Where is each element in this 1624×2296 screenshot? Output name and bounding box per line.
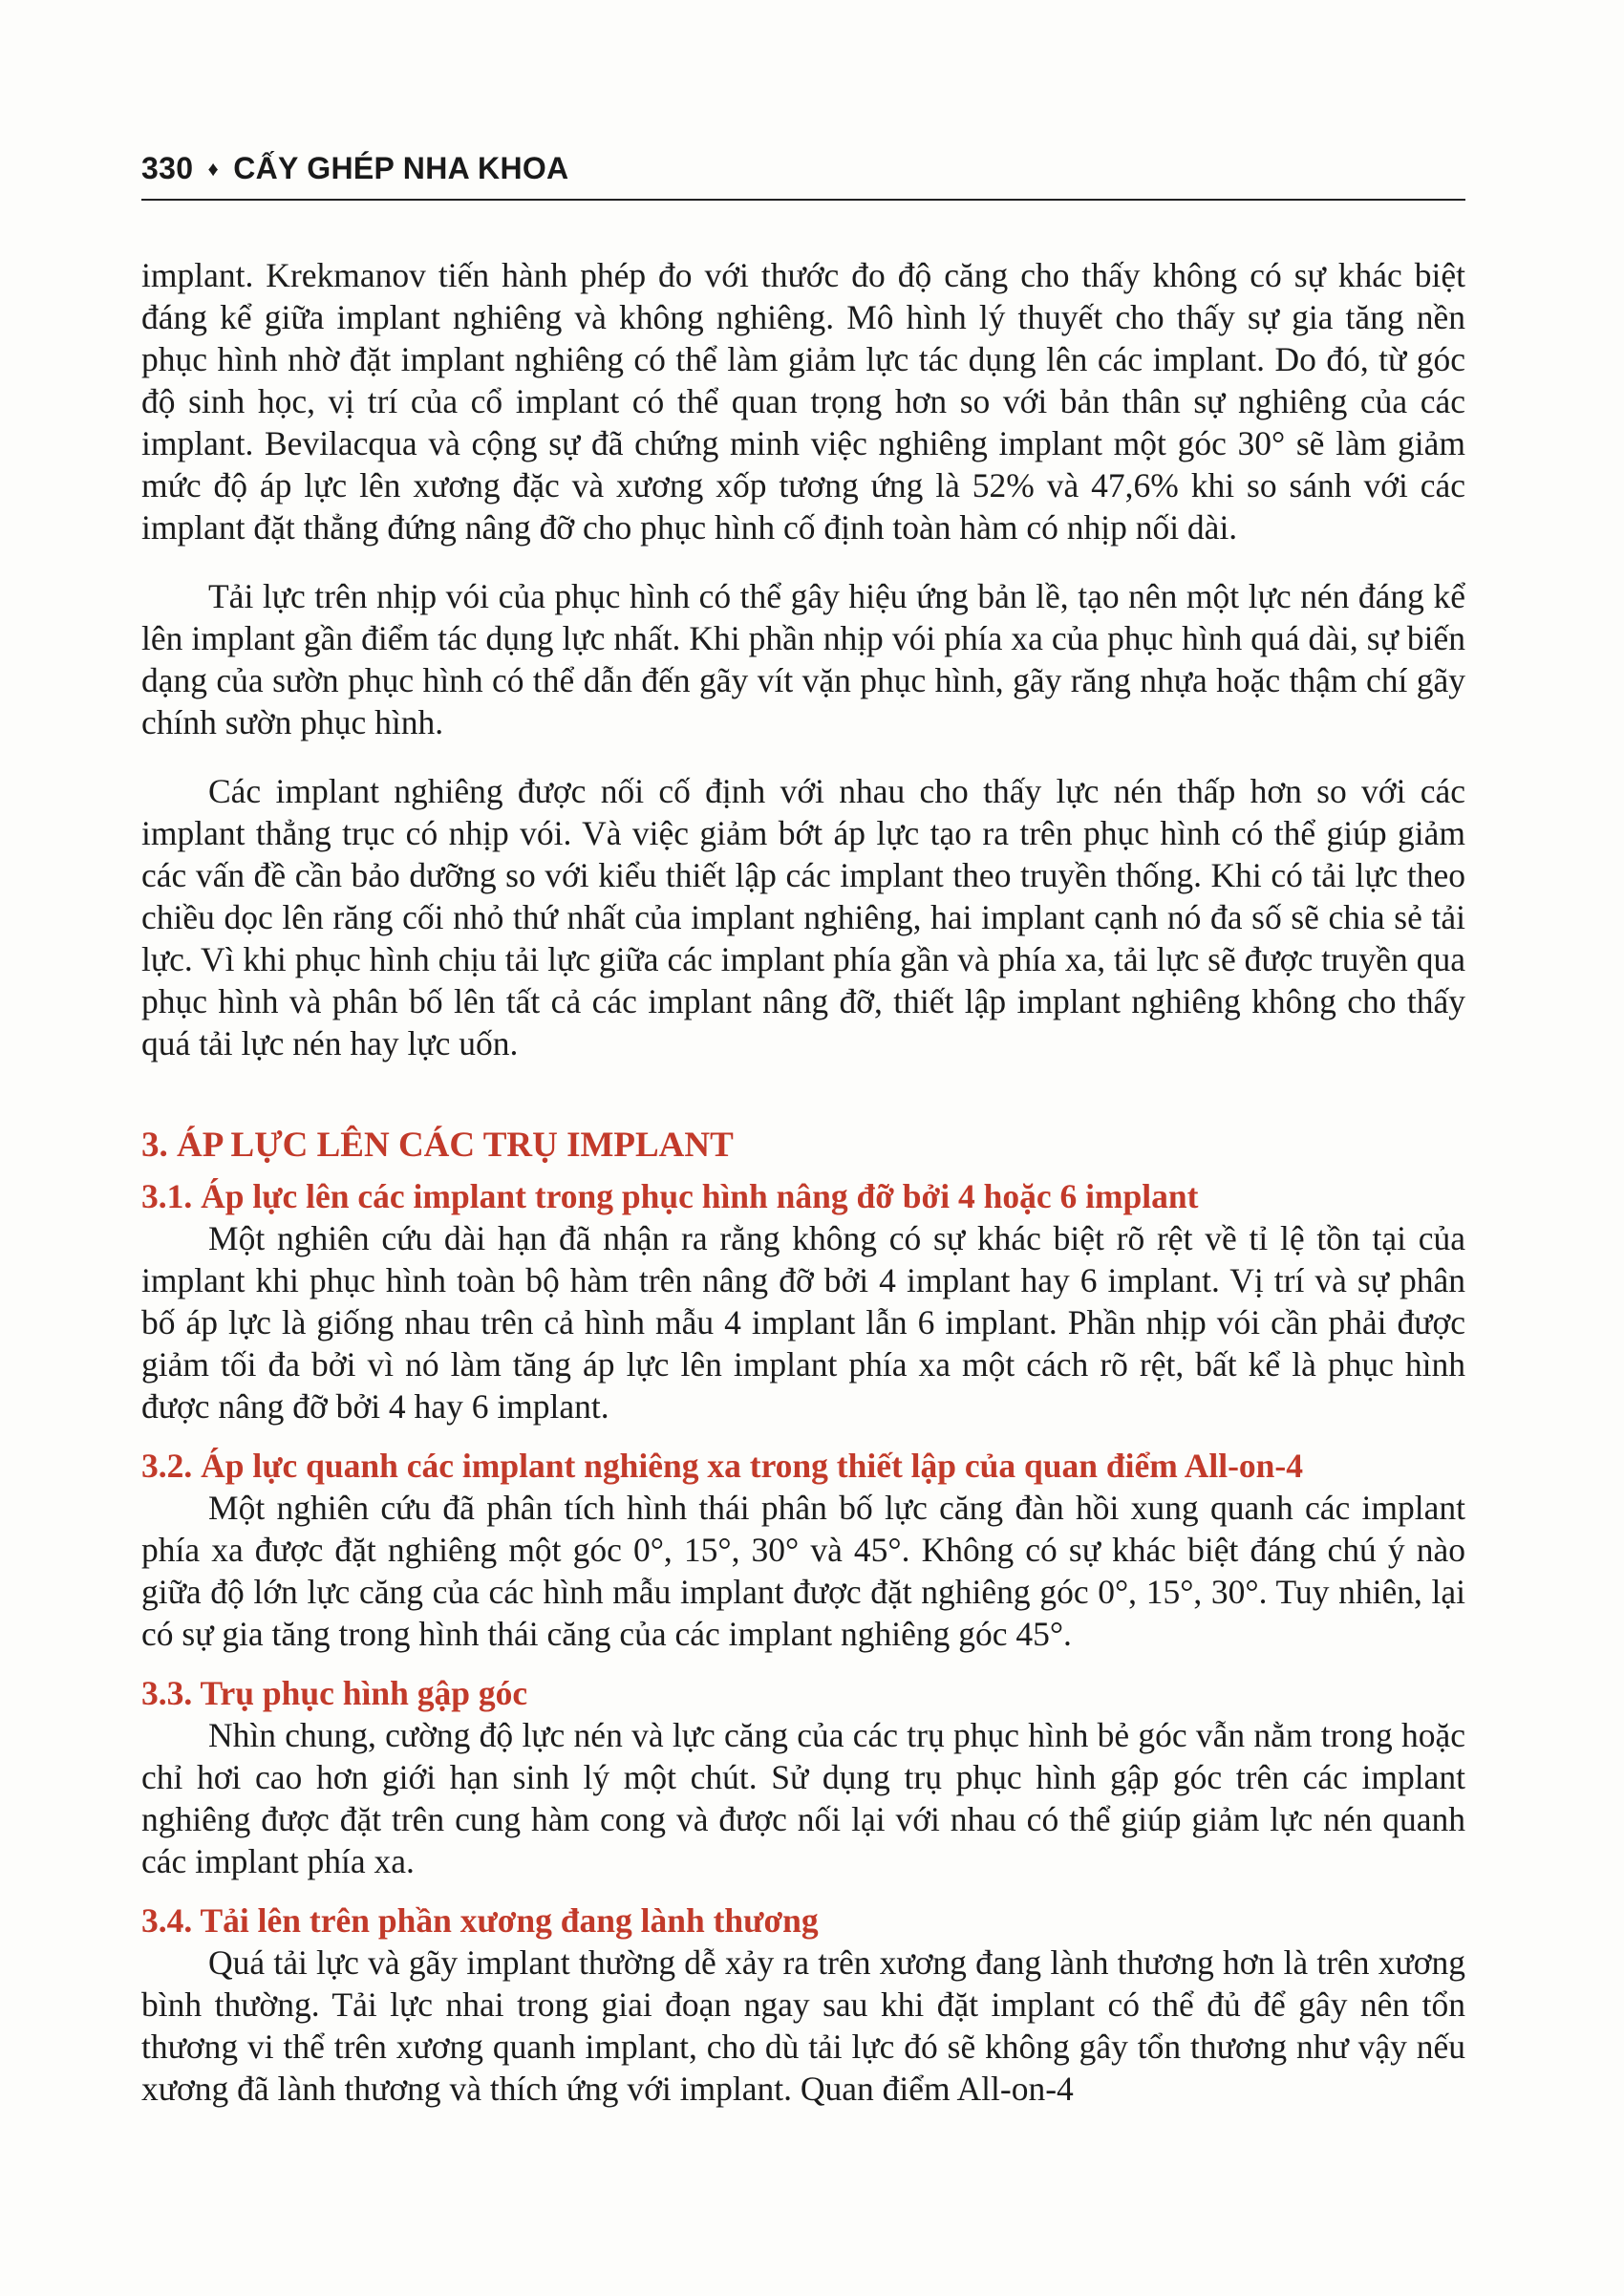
paragraph-3: Các implant nghiêng được nối cố định với nhau cho thấy lực nén thấp hơn so với các implant thẳng trục có nhịp vói. Và việc giảm bớt áp lực tạo ra trên phục hình có thể giúp giảm các vấn đề cần bảo dưỡng so với kiểu thiết lập các implant theo truyền thống. Khi có tải lực theo chiều dọc lên răng cối nhỏ thứ nhất của implant nghiêng, hai implant cạnh nó đa số sẽ chia sẻ tải lực. Vì khi phục hình chịu tải lực giữa các implant phía gần và phía xa, tải lực sẽ được truyền qua phục hình và phân bố lên tất cả các implant nâng đỡ, thiết lập implant nghiêng không cho thấy quá tải lực nén hay lực uốn. xyxy=(141,772,1465,1062)
running-head xyxy=(141,151,568,186)
book-page xyxy=(141,0,1469,2296)
section-3-heading: 3. ÁP LỰC LÊN CÁC TRỤ IMPLANT xyxy=(141,1126,734,1165)
paragraph-2: Tải lực trên nhịp vói của phục hình có thể gây hiệu ứng bản lề, tạo nên một lực nén đáng kể lên implant gần điểm tác dụng lực nhất. Khi phần nhịp vói phía xa của phục hình quá dài, sự biến dạng của sườn phục hình có thể dẫn đến gãy vít vặn phục hình, gãy răng nhựa hoặc thậm chí gãy chính sườn phục hình. xyxy=(141,577,1465,741)
section-3-2-heading: 3.2. Áp lực quanh các implant nghiêng xa trong thiết lập của quan điểm All-on-4 xyxy=(141,1447,1303,1485)
page-number: 330 xyxy=(141,151,194,185)
section-3-4-text: Quá tải lực và gãy implant thường dễ xảy ra trên xương đang lành thương hơn là trên xương bình thường. Tải lực nhai trong giai đoạn ngay sau khi đặt implant có thể đủ để gây nên tổn thương vi thể trên xương quanh implant, cho dù tải lực đó sẽ không gây tổn thương như vậy nếu xương đã lành thương và thích ứng với implant. Quan điểm All-on-4 xyxy=(141,1943,1465,2108)
section-3-3-text: Nhìn chung, cường độ lực nén và lực căng của các trụ phục hình bẻ góc vẫn nằm trong hoặc chỉ hơi cao hơn giới hạn sinh lý một chút. Sử dụng trụ phục hình gập góc trên các implant nghiêng được đặt trên cung hàm cong và được nối lại với nhau có thể giúp giảm lực nén quanh các implant phía xa. xyxy=(141,1716,1465,1880)
book-title: CẤY GHÉP NHA KHOA xyxy=(233,151,569,185)
paragraph-1: implant. Krekmanov tiến hành phép đo với thước đo độ căng cho thấy không có sự khác biệt đáng kể giữa implant nghiêng và không nghiêng. Mô hình lý thuyết cho thấy sự gia tăng nền phục hình nhờ đặt implant nghiêng có thể làm giảm lực tác dụng lên các implant. Do đó, từ góc độ sinh học, vị trí của cổ implant có thể quan trọng hơn so với bản thân sự nghiêng của các implant. Bevilacqua và cộng sự đã chứng minh việc nghiêng implant một góc 30° sẽ làm giảm mức độ áp lực lên xương đặc và xương xốp tương ứng là 52% và 47,6% khi so sánh với các implant đặt thẳng đứng nâng đỡ cho phục hình cố định toàn hàm có nhịp nối dài. xyxy=(141,256,1465,547)
header-rule xyxy=(141,199,1465,201)
body-text xyxy=(141,254,1465,2110)
section-3-2-text: Một nghiên cứu đã phân tích hình thái phân bố lực căng đàn hồi xung quanh các implant phía xa được đặt nghiêng một góc 0°, 15°, 30° và 45°. Không có sự khác biệt đáng chú ý nào giữa độ lớn lực căng của các hình mẫu implant được đặt nghiêng góc 0°, 15°, 30°. Tuy nhiên, lại có sự gia tăng trong hình thái căng của các implant nghiêng góc 45°. xyxy=(141,1489,1465,1653)
section-3-4-heading: 3.4. Tải lên trên phần xương đang lành thương xyxy=(141,1901,819,1940)
diamond-separator-icon: ♦ xyxy=(207,157,220,181)
section-3-3-heading: 3.3. Trụ phục hình gập góc xyxy=(141,1674,528,1712)
section-3-1-text: Một nghiên cứu dài hạn đã nhận ra rằng không có sự khác biệt rõ rệt về tỉ lệ tồn tại của implant khi phục hình toàn bộ hàm trên nâng đỡ bởi 4 implant hay 6 implant. Vị trí và sự phân bố áp lực là giống nhau trên cả hình mẫu 4 implant lẫn 6 implant. Phần nhịp vói cần phải được giảm tối đa bởi vì nó làm tăng áp lực lên implant phía xa một cách rõ rệt, bất kể là phục hình được nâng đỡ bởi 4 hay 6 implant. xyxy=(141,1219,1465,1426)
section-3-1-heading: 3.1. Áp lực lên các implant trong phục hình nâng đỡ bởi 4 hoặc 6 implant xyxy=(141,1177,1199,1215)
